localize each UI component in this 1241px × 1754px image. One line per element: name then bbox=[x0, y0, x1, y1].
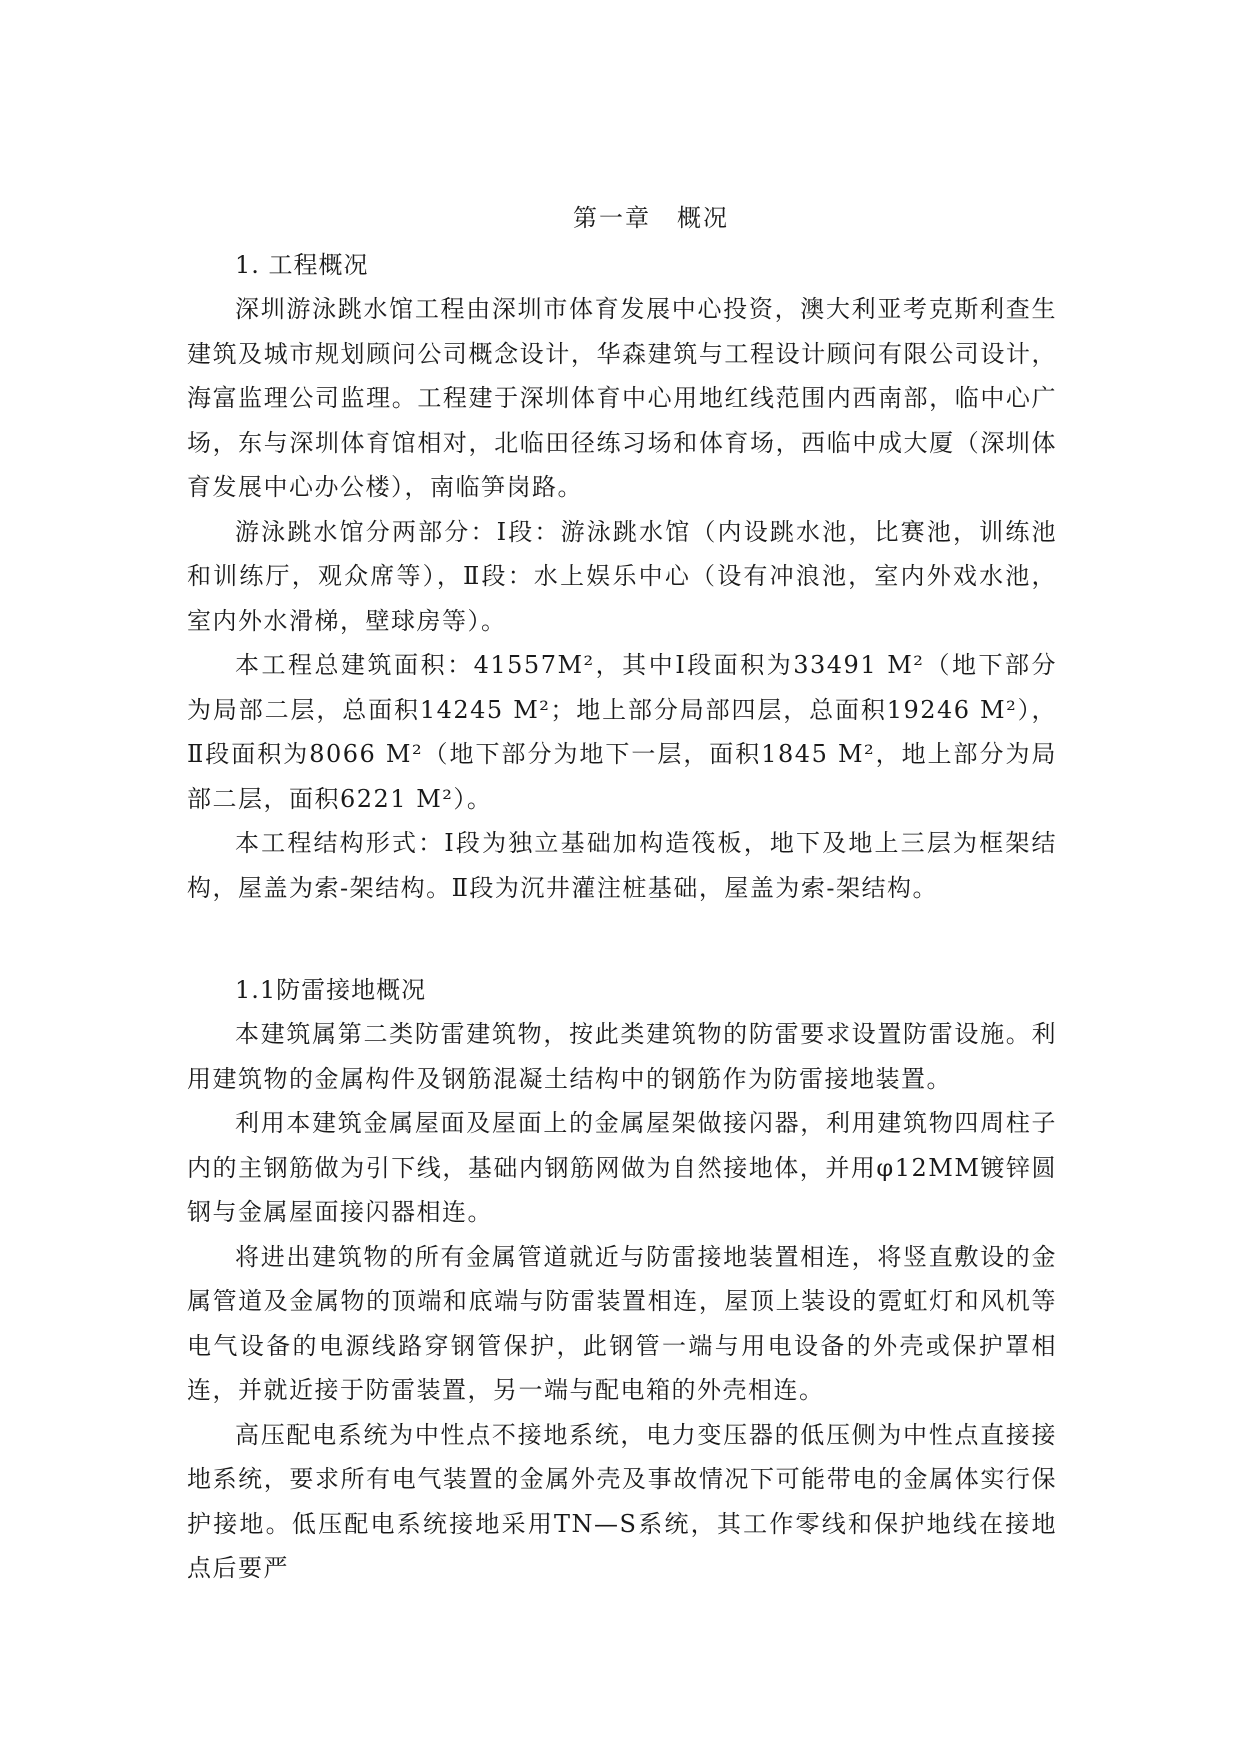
document-page bbox=[187, 196, 1057, 1591]
paragraph: 本建筑属第二类防雷建筑物，按此类建筑物的防雷要求设置防雷设施。利用建筑物的金属构件及钢筋混凝土结构中的钢筋作为防雷接地装置。 bbox=[187, 1020, 1057, 1093]
section-heading-lightning-protection: 1.1防雷接地概况 bbox=[235, 976, 427, 1004]
paragraph: 深圳游泳跳水馆工程由深圳市体育发展中心投资，澳大利亚考克斯利查生建筑及城市规划顾问公司概念设计，华森建筑与工程设计顾问有限公司设计，海富监理公司监理。工程建于深圳体育中心用地红线范围内西南部，临中心广场，东与深圳体育馆相对，北临田径练习场和体育场，西临中成大厦（深圳体育发展中心办公楼），南临笋岗路。 bbox=[187, 295, 1057, 501]
chapter-title: 第一章 概况 bbox=[573, 204, 729, 232]
paragraph: 本工程结构形式：Ⅰ段为独立基础加构造筏板，地下及地上三层为框架结构，屋盖为索-架结构。Ⅱ段为沉井灌注桩基础，屋盖为索-架结构。 bbox=[187, 829, 1057, 902]
paragraph: 利用本建筑金属屋面及屋面上的金属屋架做接闪器，利用建筑物四周柱子内的主钢筋做为引下线，基础内钢筋网做为自然接地体，并用φ12MM镀锌圆钢与金属屋面接闪器相连。 bbox=[187, 1109, 1057, 1226]
paragraph: 游泳跳水馆分两部分：Ⅰ段：游泳跳水馆（内设跳水池，比赛池，训练池和训练厅，观众席等），Ⅱ段：水上娱乐中心（设有冲浪池，室内外戏水池，室内外水滑梯，壁球房等）。 bbox=[187, 517, 1057, 635]
paragraph: 将进出建筑物的所有金属管道就近与防雷接地装置相连，将竖直敷设的金属管道及金属物的顶端和底端与防雷装置相连，屋顶上装设的霓虹灯和风机等电气设备的电源线路穿钢管保护，此钢管一端与用电设备的外壳或保护罩相连，并就近接于防雷装置，另一端与配电箱的外壳相连。 bbox=[187, 1242, 1057, 1404]
paragraph: 本工程总建筑面积：41557M²，其中Ⅰ段面积为33491 M²（地下部分为局部二层，总面积14245 M²；地上部分局部四层，总面积19246 M²），Ⅱ段面积为8066 M²（地下部分为地下一层，面积1845 M²，地上部分为局部二层，面积6221 M²）。 bbox=[187, 651, 1057, 813]
section-spacer bbox=[187, 910, 1057, 968]
section-heading-project-overview: 1. 工程概况 bbox=[235, 251, 369, 279]
paragraph: 高压配电系统为中性点不接地系统，电力变压器的低压侧为中性点直接接地系统，要求所有电气装置的金属外壳及事故情况下可能带电的金属体实行保护接地。低压配电系统接地采用TN—S系统，其工作零线和保护地线在接地点后要严 bbox=[187, 1420, 1057, 1582]
